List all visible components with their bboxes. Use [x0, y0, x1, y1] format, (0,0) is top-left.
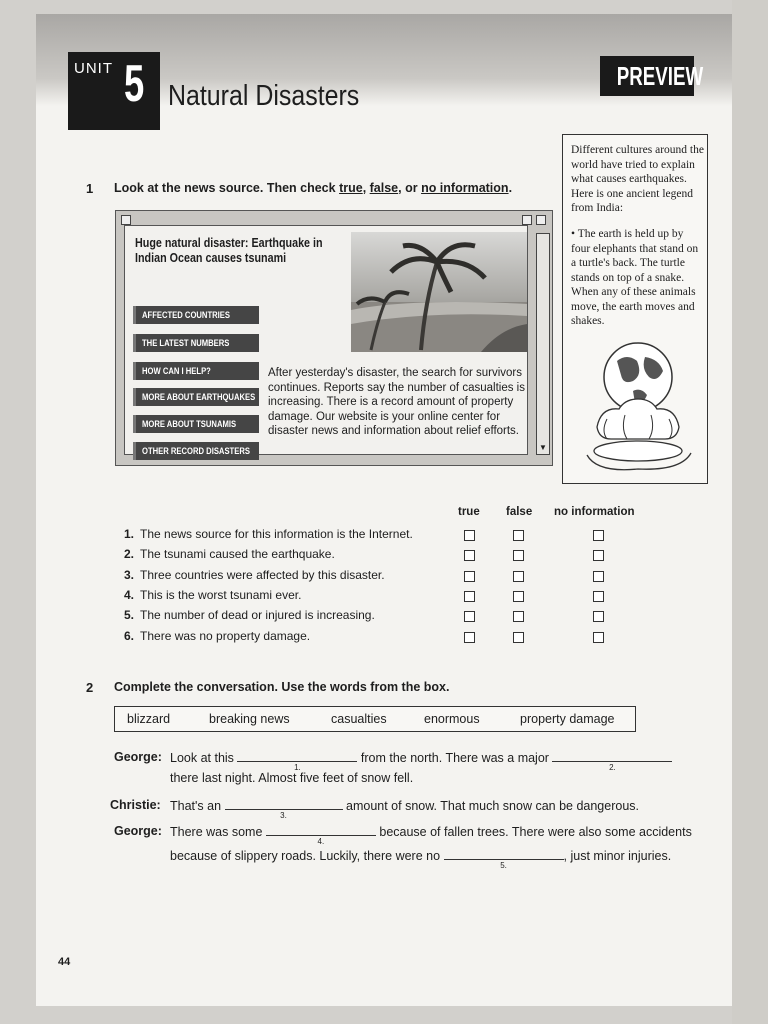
nav-latest-numbers-label: THE LATEST NUMBERS: [142, 338, 230, 348]
column-no-information: no information: [554, 506, 635, 518]
statement-text: The news source for this information is the Internet.: [140, 527, 413, 541]
blank-3[interactable]: [225, 798, 343, 820]
statement-text: The number of dead or injured is increasing.: [140, 608, 375, 622]
word-casualties: casualties: [331, 712, 387, 726]
nav-other-record-disasters[interactable]: [133, 442, 259, 460]
checkbox-2-true[interactable]: [464, 550, 475, 561]
palm-tree-illustration: [351, 232, 527, 352]
statement-number: 5.: [124, 608, 135, 622]
checkbox-6-no-information[interactable]: [593, 632, 604, 643]
statement-row: [124, 608, 375, 622]
unit-label: UNIT: [74, 60, 113, 77]
column-true: true: [458, 506, 480, 518]
checkbox-6-true[interactable]: [464, 632, 475, 643]
legend-intro: Different cultures around the world have tried to explain what causes earthquakes. Here is one ancient legend from India:: [571, 144, 704, 214]
nav-affected-countries-label: AFFECTED COUNTRIES: [142, 310, 230, 320]
statement-row: [124, 568, 385, 582]
conversation-line: [170, 824, 692, 846]
page-edge-shadow: [732, 0, 768, 1024]
page-title: Natural Disasters: [168, 80, 360, 112]
nav-more-about-tsunamis[interactable]: [133, 415, 259, 433]
conversation-line: [170, 798, 640, 820]
blank-1[interactable]: [237, 750, 357, 772]
line-text: That's an: [170, 799, 222, 813]
blank-number: 2.: [609, 763, 616, 772]
checkbox-4-true[interactable]: [464, 591, 475, 602]
unit-badge: [68, 52, 160, 130]
word-property-damage: property damage: [520, 712, 615, 726]
legend-sidebar: [562, 134, 708, 484]
option-false: false: [369, 181, 399, 195]
blank-number: 5.: [500, 861, 507, 870]
exercise-1-number: 1: [86, 181, 94, 196]
preview-badge: [600, 56, 704, 96]
statement-text: There was no property damage.: [140, 629, 311, 643]
blank-number: 1.: [294, 763, 301, 772]
legend-story: • The earth is held up by four elephants that stand on a turtle's back. The turtle stands on top of a snake. When any of these animals move, the earth moves and shakes.: [571, 228, 699, 327]
checkbox-1-no-information[interactable]: [593, 530, 604, 541]
unit-number: 5: [124, 55, 145, 113]
nav-how-can-i-help-label: HOW CAN I HELP?: [142, 366, 211, 376]
checkbox-4-no-information[interactable]: [593, 591, 604, 602]
news-headline: Huge natural disaster: Earthquake in Indian Ocean causes tsunami: [135, 236, 323, 265]
option-true: true: [339, 181, 363, 195]
checkbox-2-false[interactable]: [513, 550, 524, 561]
statement-row: [124, 547, 335, 561]
statement-text: This is the worst tsunami ever.: [140, 588, 302, 602]
statement-number: 1.: [124, 527, 135, 541]
word-enormous: enormous: [424, 712, 480, 726]
window-close-button[interactable]: [121, 215, 131, 225]
checkbox-5-false[interactable]: [513, 611, 524, 622]
word-breaking-news: breaking news: [209, 712, 290, 726]
checkbox-5-true[interactable]: [464, 611, 475, 622]
news-browser-window: [115, 210, 553, 466]
checkbox-4-false[interactable]: [513, 591, 524, 602]
line-text: Look at this: [170, 751, 234, 765]
option-no-information: no information: [421, 181, 509, 195]
statement-number: 2.: [124, 547, 135, 561]
instruction-sep-2: , or: [398, 181, 422, 195]
nav-more-about-earthquakes[interactable]: [133, 388, 259, 406]
line-text: from the north. There was a major: [360, 751, 549, 765]
blank-5[interactable]: [444, 848, 564, 870]
conversation-line: there last night. Almost five feet of snow fell.: [170, 771, 414, 785]
instruction-text: Look at the news source. Then check: [114, 181, 340, 195]
statement-number: 6.: [124, 629, 135, 643]
statement-row: [124, 588, 301, 602]
nav-more-about-tsunamis-label: MORE ABOUT TSUNAMIS: [142, 419, 237, 429]
blank-number: 3.: [280, 811, 287, 820]
checkbox-3-no-information[interactable]: [593, 571, 604, 582]
word-blizzard: blizzard: [127, 712, 171, 726]
news-article-text: After yesterday's disaster, the search for survivors continues. Reports say the number of casualties is increasing. There is a record amount of property damage. Our website is your online center for disaster news and information about relief efforts.: [268, 367, 525, 437]
checkbox-1-true[interactable]: [464, 530, 475, 541]
nav-more-about-earthquakes-label: MORE ABOUT EARTHQUAKES: [142, 392, 256, 402]
exercise-2-instruction: Complete the conversation. Use the words from the box.: [114, 680, 450, 694]
checkbox-2-no-information[interactable]: [593, 550, 604, 561]
exercise-2-number: 2: [86, 680, 94, 695]
speaker-christie: Christie:: [110, 798, 161, 812]
blank-number: 4.: [317, 837, 325, 846]
blank-2[interactable]: [552, 750, 672, 772]
speaker-george: George:: [114, 824, 162, 838]
statement-number: 3.: [124, 568, 135, 582]
scrollbar[interactable]: [536, 233, 550, 455]
speaker-george: George:: [114, 750, 162, 764]
preview-label: PREVIEW: [616, 61, 704, 91]
conversation-line: [170, 750, 672, 772]
exercise-1-instruction: [114, 181, 512, 195]
nav-how-can-i-help[interactable]: [133, 362, 259, 380]
window-zoom-button[interactable]: [522, 215, 532, 225]
nav-latest-numbers[interactable]: [133, 334, 259, 352]
line-text: because of slippery roads. Luckily, there were no: [170, 849, 441, 863]
news-page-content: [124, 225, 528, 455]
instruction-sep-1: ,: [362, 181, 370, 195]
checkbox-3-true[interactable]: [464, 571, 475, 582]
checkbox-3-false[interactable]: [513, 571, 524, 582]
globe-elephants-illustration: [577, 335, 699, 475]
checkbox-5-no-information[interactable]: [593, 611, 604, 622]
statement-text: Three countries were affected by this disaster.: [140, 568, 385, 582]
line-text: There was some: [170, 825, 263, 839]
page-number: 44: [58, 956, 71, 968]
line-text: amount of snow. That much snow can be dangerous.: [346, 799, 640, 813]
statement-number: 4.: [124, 588, 135, 602]
line-text: because of fallen trees. There were also some accidents: [379, 825, 692, 839]
scroll-down-arrow-icon[interactable]: ▼: [539, 443, 547, 452]
conversation-line: [170, 848, 672, 870]
beach-photo: [351, 232, 527, 352]
instruction-end: .: [508, 181, 513, 195]
checkbox-6-false[interactable]: [513, 632, 524, 643]
nav-other-record-disasters-label: OTHER RECORD DISASTERS: [142, 446, 250, 456]
statement-row: [124, 629, 310, 643]
nav-affected-countries[interactable]: [133, 306, 259, 324]
word-box: [114, 706, 636, 732]
column-false: false: [506, 506, 533, 518]
statement-text: The tsunami caused the earthquake.: [140, 547, 335, 561]
line-text: , just minor injuries.: [563, 849, 672, 863]
window-collapse-button[interactable]: [536, 215, 546, 225]
statement-row: [124, 527, 413, 541]
blank-4[interactable]: [266, 824, 376, 846]
checkbox-1-false[interactable]: [513, 530, 524, 541]
